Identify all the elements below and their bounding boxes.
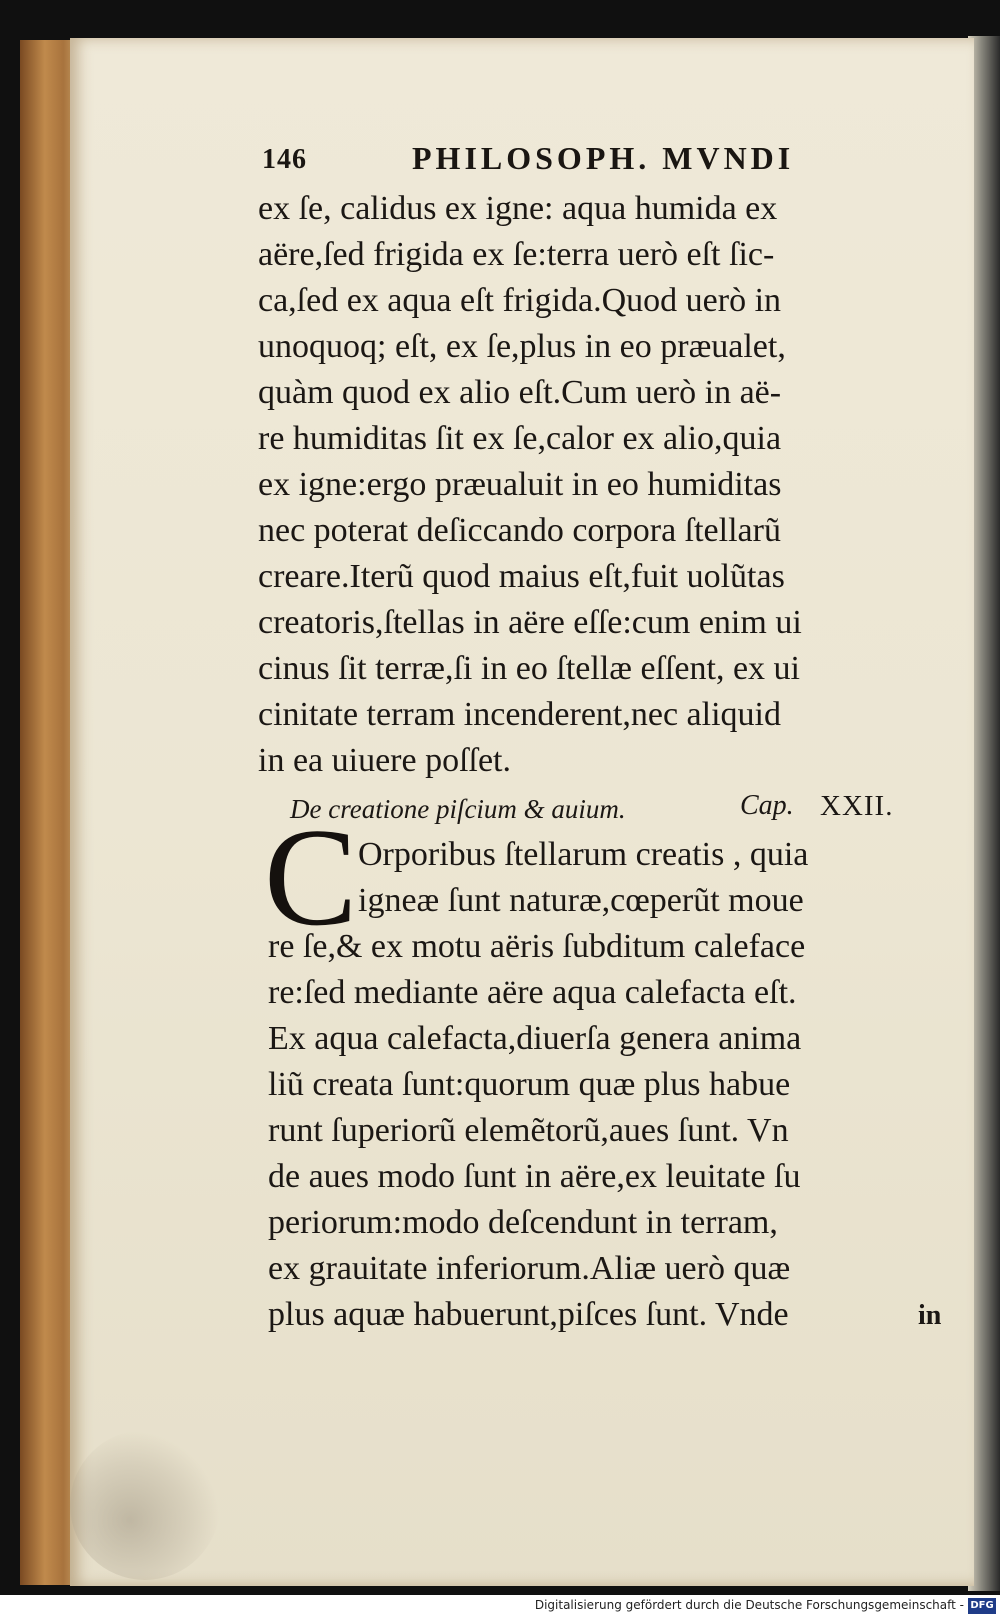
chapter-heading bbox=[290, 786, 940, 832]
text-line: ex ſe, calidus ex igne: aqua humida ex bbox=[258, 190, 778, 227]
text-line: Ex aqua calefacta,diuerſa genera anima bbox=[268, 1020, 802, 1057]
chapter-label: Cap. bbox=[740, 790, 794, 821]
running-head: PHILOSOPH. MVNDI bbox=[412, 140, 795, 176]
text-line: aëre,ſed frigida ex ſe:terra uerò eſt ſic- bbox=[258, 236, 775, 273]
drop-initial: C bbox=[264, 800, 358, 955]
text-line: re:ſed mediante aëre aqua calefacta eſt. bbox=[268, 974, 797, 1011]
text-line: runt ſuperiorũ elemẽtorũ,aues ſunt. Vn bbox=[268, 1112, 789, 1149]
page-header bbox=[262, 140, 852, 188]
text-line: ca,ſed ex aqua eſt frigida.Quod uerò in bbox=[258, 282, 782, 319]
text-line: plus aquæ habuerunt,piſces ſunt. Vnde bbox=[268, 1296, 789, 1333]
text-line: creatoris,ſtellas in aëre eſſe:cum enim ui bbox=[258, 604, 802, 641]
text-line: creare.Iterũ quod maius eſt,fuit uolũtas bbox=[258, 558, 785, 595]
text-line: liũ creata ſunt:quorum quæ plus habue bbox=[268, 1066, 791, 1103]
text-line: de aues modo ſunt in aëre,ex leuitate ſu bbox=[268, 1158, 801, 1195]
catchword: in bbox=[918, 1300, 942, 1331]
text-line: re ſe,& ex motu aëris ſubditum caleface bbox=[268, 928, 806, 965]
text-line: unoquoq; eſt, ex ſe,plus in eo præualet, bbox=[258, 328, 786, 365]
chapter-title: De creatione piſcium & auium. bbox=[290, 794, 626, 824]
chapter-number: XXII. bbox=[820, 790, 894, 822]
dfg-logo: DFG bbox=[968, 1598, 996, 1614]
text-line: quàm quod ex alio eſt.Cum uerò in aë- bbox=[258, 374, 782, 411]
text-line: ex igne:ergo præualuit in eo humiditas bbox=[258, 466, 782, 503]
footer-credit: Digitalisierung gefördert durch die Deutsche Forschungsgemeinschaft - bbox=[534, 1598, 964, 1612]
text-line: ex grauitate inferiorum.Aliæ uerò quæ bbox=[268, 1250, 791, 1287]
text-line: nec poterat deſiccando corpora ſtellarũ bbox=[258, 512, 781, 549]
text-line: igneæ ſunt naturæ,cœperũt moue bbox=[358, 882, 804, 919]
chapter-text bbox=[268, 832, 948, 1338]
text-line: in ea uiuere poſſet. bbox=[258, 742, 512, 779]
text-line: periorum:modo deſcendunt in terram, bbox=[268, 1204, 778, 1241]
text-line: cinitate terram incenderent,nec aliquid bbox=[258, 696, 781, 733]
text-line: cinus ſit terræ,ſi in eo ſtellæ eſſent, ex ui bbox=[258, 650, 801, 687]
text-line: re humiditas ſit ex ſe,calor ex alio,quia bbox=[258, 420, 782, 457]
page-stain bbox=[70, 1430, 220, 1580]
footer-bar bbox=[0, 1595, 1000, 1620]
page-number: 146 bbox=[262, 144, 307, 175]
text-line: Orporibus ſtellarum creatis , quia bbox=[358, 836, 809, 873]
body-text bbox=[258, 186, 948, 784]
